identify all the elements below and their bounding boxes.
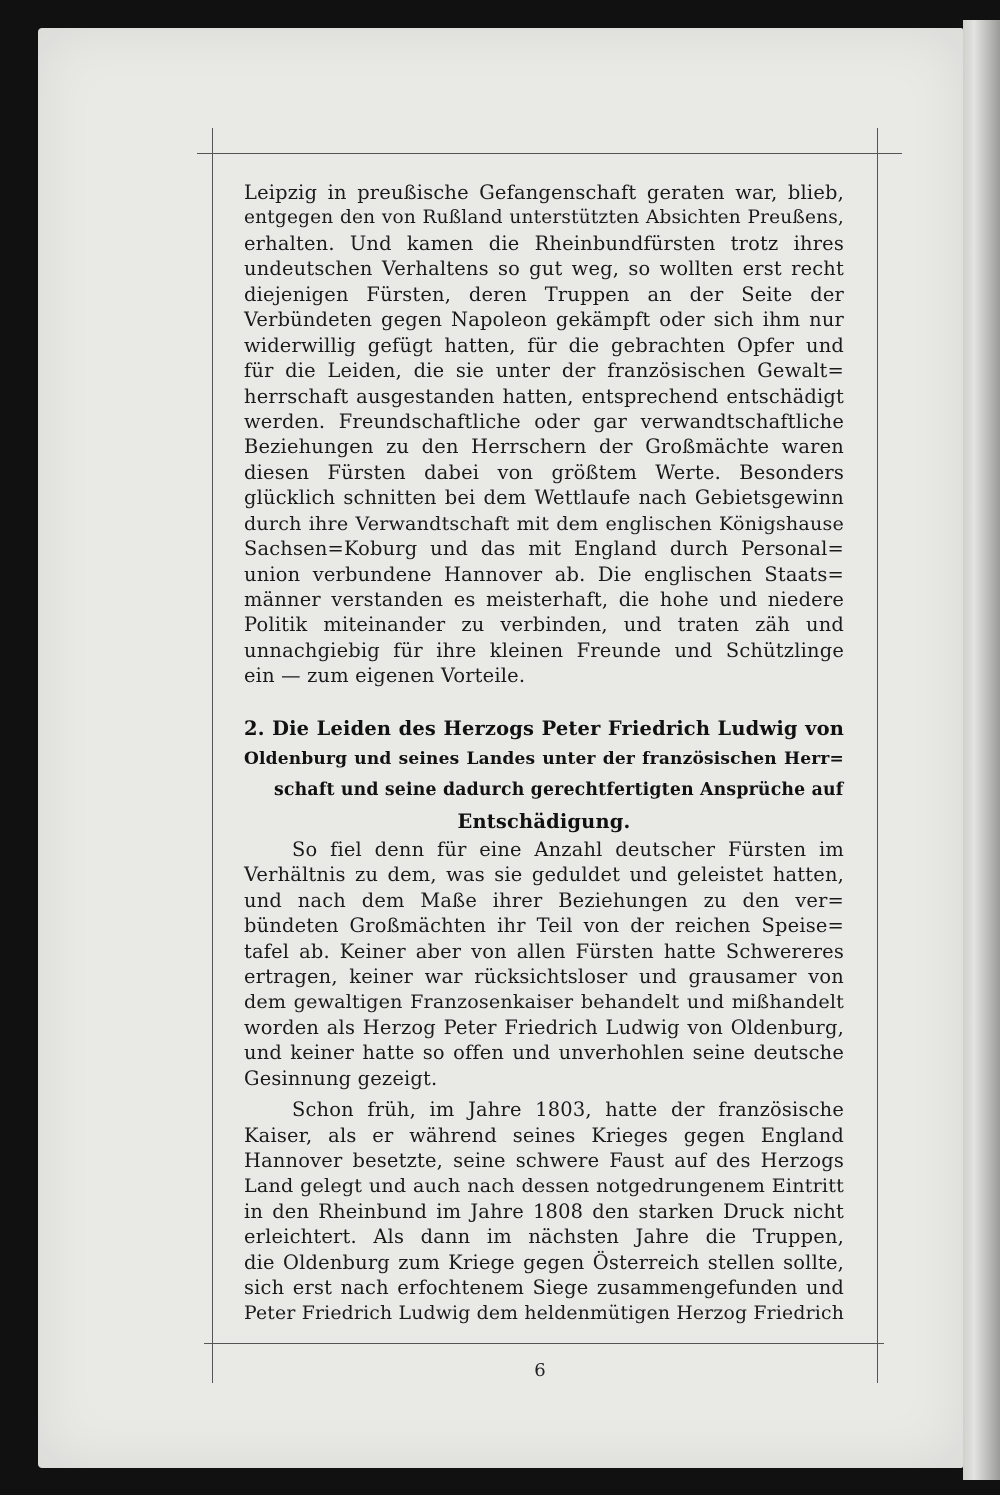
paragraph-1 (244, 180, 844, 689)
text-line: Peter Friedrich Ludwig dem heldenmütigen Herzog Friedrich (244, 1302, 844, 1324)
text-line: in den Rheinbund im Jahre 1808 den starken Druck nicht (244, 1199, 844, 1223)
text-line: So fiel denn für eine Anzahl deutscher Fürsten im (292, 837, 844, 861)
text-line: werden. Freundschaftliche oder gar verwandtschaftliche (244, 409, 844, 433)
text-line: unnachgiebig für ihre kleinen Freunde und Schützlinge (244, 638, 844, 662)
adjacent-page-edge (963, 20, 1000, 1480)
text-line: Sachsen=Koburg und das mit England durch Personal= (244, 537, 844, 561)
text-line: undeutschen Verhaltens so gut weg, so wollten erst recht (244, 257, 844, 281)
text-line: und nach dem Maße ihrer Beziehungen zu den ver= (244, 888, 844, 912)
text-line: worden als Herzog Peter Friedrich Ludwig von Oldenburg, (244, 1015, 844, 1039)
text-line: Gesinnung gezeigt. (244, 1066, 438, 1090)
text-line: Verbündeten gegen Napoleon gekämpft oder sich ihm nur (244, 308, 844, 332)
text-line: bündeten Großmächten ihr Teil von der reichen Speise= (244, 914, 844, 938)
text-line: erhalten. Und kamen die Rheinbundfürsten trotz ihres (244, 231, 844, 255)
page-number: 6 (534, 1360, 546, 1381)
frame-bottom-line (204, 1343, 884, 1344)
heading-line: Oldenburg und seines Landes unter der französischen Herr= (244, 748, 844, 769)
text-line: Kaiser, als er während seines Krieges gegen England (244, 1123, 844, 1147)
page-text (244, 180, 844, 1326)
text-line: durch ihre Verwandtschaft mit dem englischen Königshause (244, 511, 844, 535)
text-line: diejenigen Fürsten, deren Truppen an der Seite der (244, 282, 844, 306)
text-line: und keiner hatte so offen und unverhohlen seine deutsche (244, 1041, 844, 1065)
text-line: Land gelegt und auch nach dessen notgedrungenem Eintritt (244, 1174, 844, 1198)
text-line: für die Leiden, die sie unter der französischen Gewalt= (244, 359, 844, 383)
text-line: widerwillig gefügt hatten, für die gebrachten Opfer und (244, 333, 844, 357)
text-line: ertragen, keiner war rücksichtsloser und grausamer von (244, 964, 844, 988)
heading-line: schaft und seine dadurch gerechtfertigten Ansprüche auf (274, 779, 844, 800)
text-line: dem gewaltigen Franzosenkaiser behandelt und mißhandelt (244, 990, 844, 1014)
paragraph-2 (244, 837, 844, 1091)
text-line: glücklich schnitten bei dem Wettlaufe nach Gebietsgewinn (244, 486, 844, 510)
text-line: Hannover besetzte, seine schwere Faust auf des Herzogs (244, 1149, 844, 1172)
frame-left-line (212, 128, 213, 1383)
text-line: männer verstanden es meisterhaft, die hohe und niedere (244, 588, 844, 611)
spacer (244, 689, 844, 713)
text-line: diesen Fürsten dabei von größtem Werte. Besonders (244, 460, 844, 484)
text-line: union verbundene Hannover ab. Die englischen Staats= (244, 562, 844, 586)
text-line: herrschaft ausgestanden hatten, entsprechend entschädigt (244, 384, 844, 408)
text-line: entgegen den von Rußland unterstützten Absichten Preußens, (244, 207, 844, 229)
section-heading (244, 713, 844, 837)
text-line: Leipzig in preußische Gefangenschaft geraten war, blieb, (244, 181, 844, 204)
text-line: die Oldenburg zum Kriege gegen Österreich stellen sollte, (244, 1250, 844, 1274)
text-line: Beziehungen zu den Herrschern der Großmächte waren (244, 435, 844, 459)
text-line: Schon früh, im Jahre 1803, hatte der französische (292, 1098, 844, 1122)
frame-top-line (197, 153, 902, 154)
paragraph-3 (244, 1097, 844, 1326)
text-line: erleichtert. Als dann im nächsten Jahre die Truppen, (244, 1225, 844, 1249)
text-line: sich erst nach erfochtenem Siege zusammengefunden und (244, 1276, 844, 1300)
heading-line: Entschädigung. (457, 809, 631, 833)
heading-line: 2. Die Leiden des Herzogs Peter Friedrich Ludwig von (244, 716, 844, 740)
text-line: ein — zum eigenen Vorteile. (244, 664, 526, 688)
frame-right-line (877, 128, 878, 1383)
text-line: Verhältnis zu dem, was sie geduldet und geleistet hatten, (244, 863, 844, 887)
text-line: Politik miteinander zu verbinden, und traten zäh und (244, 613, 844, 637)
text-line: tafel ab. Keiner aber von allen Fürsten hatte Schwereres (244, 939, 844, 963)
